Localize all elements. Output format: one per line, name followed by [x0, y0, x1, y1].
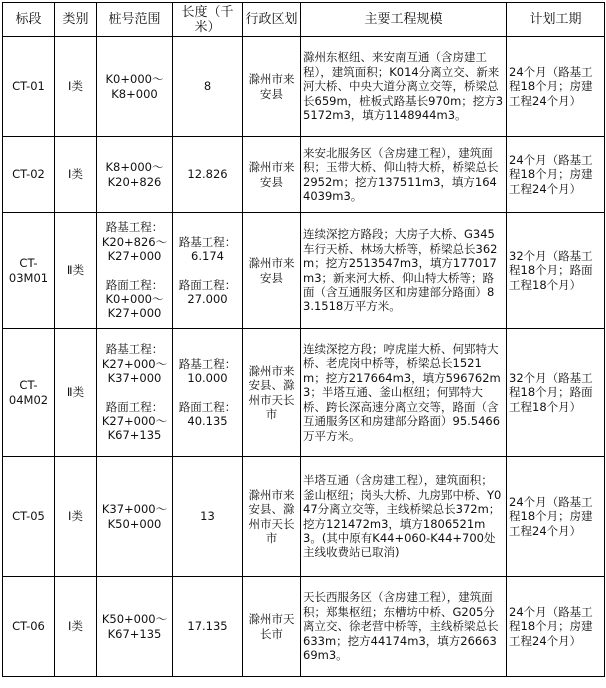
cell-category: Ⅰ类 — [55, 137, 97, 213]
cell-station-range — [97, 37, 173, 137]
cell-district: 滁州市天长市 — [243, 577, 301, 677]
length-text: 17.135 — [187, 619, 228, 634]
cell-schedule: 24个月（路基工程18个月；房建工程24个月） — [507, 577, 605, 677]
header-category: 类别 — [55, 3, 97, 37]
cell-segment: CT-06 — [3, 577, 55, 677]
cell-district: 滁州市来安县 — [243, 37, 301, 137]
cell-scope: 连续深挖方路段；大房子大桥、G345车行天桥、林场大桥等，桥梁总长362m；挖方2513547m3，填方177017m3；新来河大桥、仰山特大桥等；路面（含互通服务区和房建部分路面）83.1518万平方米。 — [301, 213, 507, 329]
station-range-text: K37+000～K50+000 — [101, 502, 168, 531]
cell-schedule: 24个月（路基工程18个月；房建工程24个月） — [507, 137, 605, 213]
cell-district: 滁州市来安县 — [243, 213, 301, 329]
cell-schedule: 32个月（路基工程18个月；路面工程18个月） — [507, 329, 605, 457]
length-subgrade: 路基工程：6.174 — [178, 234, 237, 264]
cell-length — [173, 137, 243, 213]
length-text: 12.826 — [187, 167, 228, 182]
cell-station-range — [97, 137, 173, 213]
table-row — [3, 577, 605, 677]
cell-scope: 连续深挖方段；哼虎崖大桥、何郢特大桥、老虎岗中桥等，桥梁总长1521m；挖方217664m3，填方596762m3；半塔互通、釜山枢纽；何郢特大桥、跨长深高速分离立交等，路面（含互通服务区和房建部分路面）95.5466万平方米。 — [301, 329, 507, 457]
cell-station-range — [97, 577, 173, 677]
cell-segment: CT-01 — [3, 37, 55, 137]
table-row — [3, 457, 605, 577]
table-row — [3, 329, 605, 457]
cell-scope: 来安北服务区（含房建工程），建筑面积；玉带大桥、仰山特大桥，桥梁总长2952m；挖方137511m3，填方1644039m3。 — [301, 137, 507, 213]
cell-category: Ⅰ类 — [55, 457, 97, 577]
station-range-pavement: 路面工程：K0+000～K27+000 — [105, 277, 164, 321]
length-pavement: 路面工程：27.000 — [178, 277, 237, 306]
cell-schedule: 32个月（路基工程18个月；路面工程18个月） — [507, 213, 605, 329]
table-row — [3, 137, 605, 213]
station-range-pavement: 路面工程：K27+000～K67+135 — [101, 399, 168, 443]
cell-scope: 半塔互通（含房建工程），建筑面积；釜山枢纽；岗头大桥、九房郢中桥、Y047分离立交等，主线桥梁总长372m；挖方121472m3，填方1806521m3。(其中原有K44+060-K44+700处主线收费站已取消) — [301, 457, 507, 577]
cell-station-range — [97, 213, 173, 329]
cell-segment: CT-03M01 — [3, 213, 55, 329]
cell-segment: CT-05 — [3, 457, 55, 577]
cell-station-range — [97, 457, 173, 577]
cell-scope: 滁州东枢纽、来安南互通（含房建工程），建筑面积；K014分离立交、新来河大桥、中央大道分离立交等，桥梁总长659m，桩板式路基长970m；挖方35172m3，填方1148944m3。 — [301, 37, 507, 137]
header-schedule: 计划工期 — [507, 3, 605, 37]
cell-schedule: 24个月（路基工程18个月；房建工程24个月） — [507, 457, 605, 577]
cell-segment: CT-02 — [3, 137, 55, 213]
length-text: 8 — [203, 79, 212, 94]
header-row — [3, 3, 605, 37]
table-row — [3, 37, 605, 137]
cell-length — [173, 213, 243, 329]
cell-district: 滁州市来安县、滁州市天长市 — [243, 329, 301, 457]
cell-segment: CT-04M02 — [3, 329, 55, 457]
cell-length — [173, 329, 243, 457]
header-station-range: 桩号范围 — [97, 3, 173, 37]
length-text: 13 — [200, 509, 215, 524]
cell-scope: 天长西服务区（含房建工程），建筑面积；郑集枢纽；东槽坊中桥、G205分离立交、徐老营中桥等，主线桥梁总长633m；挖方44174m3，填方2666369m3。 — [301, 577, 507, 677]
cell-category: Ⅱ类 — [55, 329, 97, 457]
header-scope: 主要工程规模 — [301, 3, 507, 37]
cell-length — [173, 37, 243, 137]
station-range-text: K50+000～K67+135 — [101, 612, 168, 641]
cell-category: Ⅰ类 — [55, 37, 97, 137]
cell-length — [173, 457, 243, 577]
length-subgrade: 路基工程：10.000 — [178, 356, 237, 386]
length-pavement: 路面工程：40.135 — [178, 399, 237, 428]
station-range-text: K8+000～K20+826 — [105, 160, 164, 189]
cell-schedule: 24个月（路基工程18个月；房建工程24个月） — [507, 37, 605, 137]
header-district: 行政区划 — [243, 3, 301, 37]
construction-table — [2, 2, 605, 677]
header-length: 长度（千米） — [173, 3, 243, 37]
table-row — [3, 213, 605, 329]
cell-station-range — [97, 329, 173, 457]
cell-category: Ⅱ类 — [55, 213, 97, 329]
station-range-subgrade: 路基工程：K20+826～K27+000 — [101, 220, 168, 264]
cell-district: 滁州市来安县 — [243, 137, 301, 213]
cell-length — [173, 577, 243, 677]
station-range-text: K0+000～K8+000 — [105, 72, 164, 101]
cell-category: Ⅰ类 — [55, 577, 97, 677]
cell-district: 滁州市来安县、滁州市天长市 — [243, 457, 301, 577]
header-segment: 标段 — [3, 3, 55, 37]
station-range-subgrade: 路基工程：K27+000～K37+000 — [101, 342, 168, 386]
